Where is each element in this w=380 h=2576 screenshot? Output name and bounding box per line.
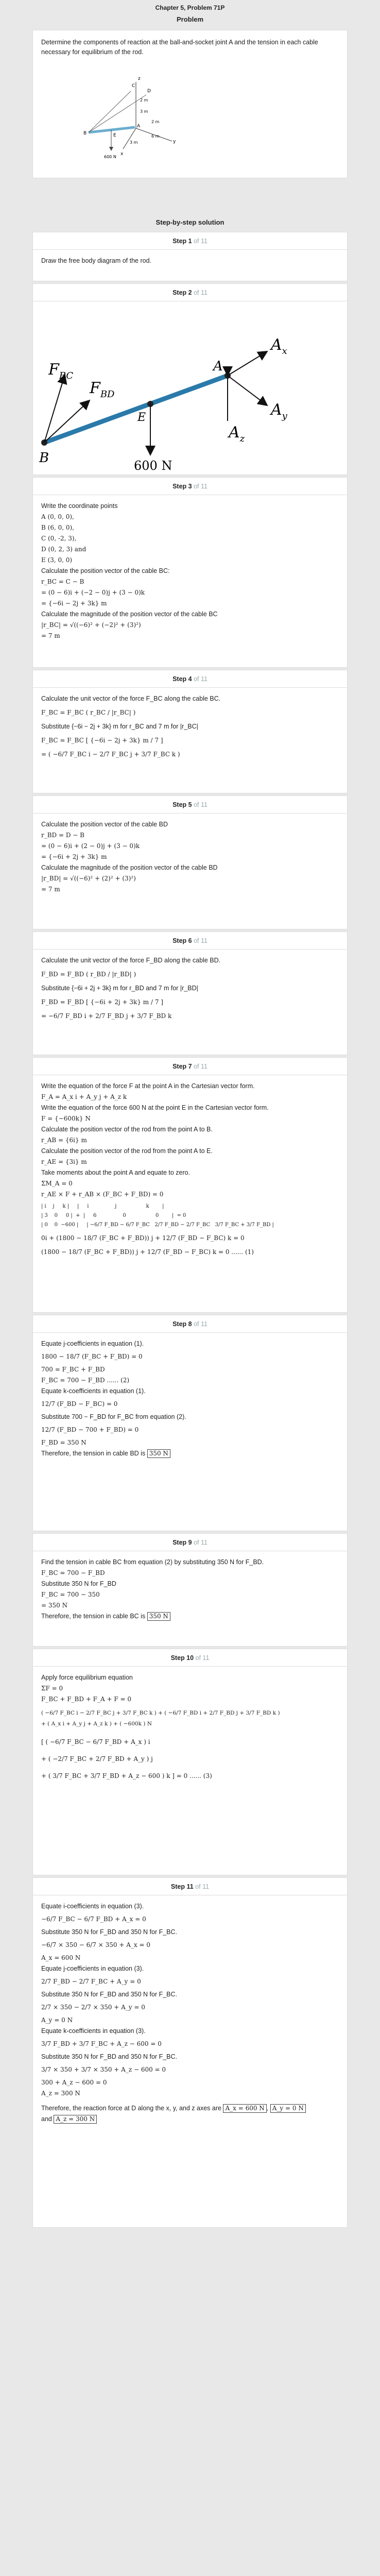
text-line: of 11 <box>195 1883 210 1890</box>
text-line: of 11 <box>195 1654 210 1662</box>
text-line: ΣM_A = 0 <box>41 1180 73 1187</box>
label-b: B <box>39 450 49 466</box>
text-line: Write the equation of the force 600 N at the point E in the Cartesian vector form. <box>41 1104 269 1111</box>
text-line: y <box>282 411 287 421</box>
step-header <box>33 796 347 810</box>
text-line: Step 3 <box>172 483 192 490</box>
text-line: r_AE × F + r_AB × (F_BC + F_BD) = 0 <box>41 1191 164 1198</box>
fig-label-y: y <box>173 139 176 144</box>
text-line: = (0 − 6)i + (2 − 0)j + (3 − 0)k <box>41 842 140 850</box>
text-line: 12/7 (F_BD − 700 + F_BD) = 0 <box>41 1426 139 1433</box>
text-line: Take moments about the point A and equate to zero. <box>41 1169 191 1176</box>
solution-heading: Step-by-step solution <box>156 218 224 226</box>
label-e: E <box>137 411 146 424</box>
text-line: Calculate the position vector of the cable BD <box>41 821 168 828</box>
fig-load: 600 N <box>104 155 116 159</box>
step-header <box>33 232 347 246</box>
text-line: BD <box>100 389 115 400</box>
text-line: = 7 m <box>41 632 60 639</box>
text-line: (1800 − 18/7 (F_BC + F_BD)) j + 12/7 (F_BD − F_BC) k = 0 ...... (1) <box>41 1248 254 1256</box>
text-line: A (0, 0, 0), <box>41 513 74 520</box>
text-line: Step 2 <box>172 289 192 296</box>
text-line: D (0, 2, 3) and <box>41 546 87 553</box>
step-card-4 <box>32 670 348 793</box>
step-card-3 <box>32 477 348 668</box>
text-line: r_BD = D − B <box>41 832 84 839</box>
fig-dim-2: 3 m <box>140 109 148 114</box>
text-line: C (0, -2, 3), <box>41 535 77 542</box>
fig-label-z: z <box>138 76 141 81</box>
label-az <box>227 423 245 444</box>
text-line: z <box>239 433 245 444</box>
text-line: Substitute 350 N for F_BD and 350 N for F_BC. <box>41 1928 178 1936</box>
text-line: A_z = 300 N <box>41 2090 80 2097</box>
text-line: 3/7 F_BD + 3/7 F_BC + A_z − 600 = 0 <box>41 2040 162 2047</box>
text-line: of 11 <box>194 1539 208 1546</box>
chapter-title: Chapter 5, Problem 71P <box>155 4 225 11</box>
text-line: B (6, 0, 0), <box>41 524 74 531</box>
text-line: = 7 m <box>41 886 60 893</box>
text-line: of 11 <box>194 801 208 808</box>
text-line: F <box>48 361 59 379</box>
text-line: + ( −2/7 F_BC + 2/7 F_BD + A_y ) j <box>41 1755 153 1762</box>
text-line: Equate j-coefficients in equation (3). <box>41 1965 144 1972</box>
step-header <box>33 1534 347 1548</box>
text-line: of 11 <box>194 1063 208 1070</box>
text-line: Calculate the position vector of the rod from the point A to E. <box>41 1147 213 1155</box>
step-header <box>33 932 347 946</box>
step-header <box>33 284 347 298</box>
text-line: Step 9 <box>172 1539 192 1546</box>
text-line: Find the tension in cable BC from equation (2) by substituting 350 N for F_BD. <box>41 1558 264 1566</box>
text-line: −6/7 × 350 − 6/7 × 350 + A_x = 0 <box>41 1941 150 1948</box>
text-line: Step 8 <box>172 1320 192 1328</box>
free-body-diagram <box>33 302 348 472</box>
text-line: F_BD = 350 N <box>41 1439 87 1446</box>
fig-label-c: C <box>132 83 135 89</box>
answer-box-bc: 350 N <box>147 1612 170 1621</box>
step-card-1 <box>32 232 348 281</box>
text-line: Step 7 <box>172 1063 192 1070</box>
text-line: Therefore, the tension in cable BC is <box>41 1613 146 1620</box>
fig-label-e: E <box>113 133 116 138</box>
text-line: Calculate the position vector of the cable BC: <box>41 567 170 574</box>
text-line: Equate k-coefficients in equation (1). <box>41 1387 146 1395</box>
text-line: F_BC = F_BC ( r_BC / |r_BC| ) <box>41 709 136 716</box>
text-line: F_BC = 700 − F_BD <box>41 1569 105 1577</box>
text-line: of 11 <box>194 238 208 245</box>
text-line: Therefore, the reaction force at D along the x, y, and z axes are <box>41 2105 221 2112</box>
answer-box-ax: A_x = 600 N <box>223 2104 266 2113</box>
fig-dim-4: 3 m <box>130 140 138 145</box>
text-line: r_AE = {3i} m <box>41 1158 87 1165</box>
text-line: Substitute {−6i − 2j + 3k} m for r_BC and 7 m for |r_BC| <box>41 723 198 730</box>
text-line: BC <box>59 370 74 381</box>
text-line: F <box>90 379 100 397</box>
text-line: Step 10 <box>170 1654 194 1662</box>
label-a: A <box>213 359 223 374</box>
text-line: Calculate the unit vector of the force F_BD along the cable BD. <box>41 957 221 964</box>
label-ax <box>269 336 287 357</box>
text-line: | 0 0 −600 | | −6/7 F_BD − 6/7 F_BC 2/7 F_BD − 2/7 F_BC 3/7 F_BC + 3/7 F_BD | <box>41 1222 274 1228</box>
text-line: |r_BC| = √((−6)² + (−2)² + (3)²) <box>41 621 141 629</box>
text-line: of 11 <box>194 675 208 683</box>
text-line: Equate i-coefficients in equation (3). <box>41 1903 144 1910</box>
text-line: A_y = 0 N <box>41 2016 73 2024</box>
text-line: −6/7 F_BC − 6/7 F_BD + A_x = 0 <box>41 1916 146 1923</box>
fig-label-x: x <box>120 151 124 157</box>
text-line: of 11 <box>194 1320 208 1328</box>
text-line: F_BC = 700 − 350 <box>41 1591 100 1598</box>
text-line: = ( −6/7 F_BC i − 2/7 F_BC j + 3/7 F_BC k ) <box>41 751 180 758</box>
text-line: ΣF = 0 <box>41 1685 63 1692</box>
text-line: F = {−600k} N <box>41 1115 91 1122</box>
text-line: Write the equation of the force F at the point A in the Cartesian vector form. <box>41 1082 255 1090</box>
step-card-8 <box>32 1315 348 1531</box>
text-line: 2/7 × 350 − 2/7 × 350 + A_y = 0 <box>41 2004 145 2011</box>
text-line: = (0 − 6)i + (−2 − 0)j + (3 − 0)k <box>41 589 145 596</box>
fig-label-a: A <box>137 124 141 129</box>
step-header <box>33 1058 347 1072</box>
answer-box-ay: A_y = 0 N <box>270 2104 306 2113</box>
text-line: of 11 <box>194 483 208 490</box>
text-line: 700 = F_BC + F_BD <box>41 1366 105 1373</box>
step-card-6 <box>32 931 348 1055</box>
text-line: F_BC = F_BC [ {−6i − 2j + 3k} m / 7 ] <box>41 737 163 744</box>
text-line: r_BC = C − B <box>41 578 84 585</box>
text-line: F_BD = F_BD [ {−6i + 2j + 3k} m / 7 ] <box>41 998 163 1006</box>
text-line: [ ( −6/7 F_BC − 6/7 F_BD + A_x ) i <box>41 1738 150 1745</box>
text-line: = 350 N <box>41 1602 68 1609</box>
text-line: Substitute 350 N for F_BD and 350 N for F_BC. <box>41 2053 178 2060</box>
answer-box-bd: 350 N <box>147 1449 170 1458</box>
text-line: 12/7 (F_BD − F_BC) = 0 <box>41 1400 118 1408</box>
text-line: Substitute 700 − F_BD for F_BC from equation (2). <box>41 1413 186 1420</box>
text-line: Step 5 <box>172 801 192 808</box>
text-line: r_AB = {6i} m <box>41 1137 87 1144</box>
problem-figure <box>74 72 187 164</box>
fig-label-b: B <box>83 131 87 136</box>
text-line: F_BC = 700 − F_BD ...... (2) <box>41 1377 130 1384</box>
text-line: = {−6i + 2j + 3k} m <box>41 853 107 860</box>
text-line: 300 + A_z − 600 = 0 <box>41 2079 107 2086</box>
text-line: = −6/7 F_BD i + 2/7 F_BD j + 3/7 F_BD k <box>41 1012 172 1020</box>
text-line: Step 4 <box>172 675 192 683</box>
text-line: x <box>282 346 287 357</box>
text-line: |r_BD| = √((−6)² + (2)² + (3)²) <box>41 875 136 882</box>
text-line: Step 6 <box>172 937 192 944</box>
step-header <box>33 478 347 492</box>
step-card-7 <box>32 1057 348 1313</box>
problem-heading: Problem <box>176 15 203 23</box>
step-card-5 <box>32 795 348 929</box>
fig-label-d: D <box>147 89 151 94</box>
label-load: 600 N <box>134 459 172 472</box>
text-line: Substitute 350 N for F_BD <box>41 1580 116 1587</box>
text-line: Step 1 <box>172 238 192 245</box>
text-line: 2/7 F_BD − 2/7 F_BC + A_y = 0 <box>41 1978 141 1985</box>
label-ay <box>269 401 288 421</box>
step-header <box>33 670 347 684</box>
text-line: 0i + (1800 − 18/7 (F_BC + F_BD)) j + 12/7 (F_BD − F_BC) k = 0 <box>41 1234 245 1242</box>
text-line: E (3, 0, 0) <box>41 556 73 564</box>
text-line: Calculate the magnitude of the position vector of the cable BC <box>41 611 218 618</box>
text-line: | i j k | | i j k | <box>41 1204 164 1209</box>
step-card-9 <box>32 1533 348 1647</box>
fig-dim-1: 2 m <box>140 98 148 103</box>
step-header <box>33 1315 347 1329</box>
text-line: Apply force equilibrium equation <box>41 1674 133 1681</box>
label-fbd <box>89 379 115 400</box>
text-line: of 11 <box>194 289 208 296</box>
text-line: Substitute 350 N for F_BD and 350 N for F_BC. <box>41 1991 178 1998</box>
problem-statement: Determine the components of reaction at the ball-and-socket joint A and the tension in each cable necessary for equilibrium of the rod. <box>41 39 318 56</box>
text-line: + ( 3/7 F_BC + 3/7 F_BD + A_z − 600 ) k ] = 0 ...... (3) <box>41 1772 212 1780</box>
text-line: F_BD = F_BD ( r_BD / |r_BD| ) <box>41 971 136 978</box>
text-line: Calculate the magnitude of the position vector of the cable BD <box>41 864 218 871</box>
text-line: Calculate the unit vector of the force F_BC along the cable BC. <box>41 695 221 702</box>
text-line: F_A = A_x i + A_y j + A_z k <box>41 1093 127 1100</box>
text-line: | 3 0 0 | + | 6 0 0 | = 0 <box>41 1213 186 1218</box>
step-card-2 <box>32 283 348 475</box>
text-line: Calculate the position vector of the rod from the point A to B. <box>41 1126 213 1133</box>
label-fbc <box>48 361 73 381</box>
fig-dim-5: 2 m <box>151 120 160 124</box>
text-line: Therefore, the tension in cable BD is <box>41 1450 146 1457</box>
text-line: Equate j-coefficients in equation (1). <box>41 1340 144 1347</box>
step-text: Draw the free body diagram of the rod. <box>41 257 152 264</box>
text-line: A <box>229 423 240 442</box>
text-line: Substitute {−6i + 2j + 3k} m for r_BD and 7 m for |r_BD| <box>41 985 198 992</box>
text-line: and <box>41 2115 52 2123</box>
step-header <box>33 1649 347 1663</box>
step-card-10 <box>32 1649 348 1875</box>
text-line: + ( A_x i + A_y j + A_z k ) + ( −600k ) N <box>41 1721 152 1727</box>
text-line: ( −6/7 F_BC i − 2/7 F_BC j + 3/7 F_BC k ) + ( −6/7 F_BD i + 2/7 F_BD j + 3/7 F_BD k ) <box>41 1710 280 1716</box>
text-line: Write the coordinate points <box>41 502 118 510</box>
text-line: 1800 − 18/7 (F_BC + F_BD) = 0 <box>41 1353 143 1360</box>
step-header <box>33 1878 347 1892</box>
text-line: F_BC + F_BD + F_A + F = 0 <box>41 1696 132 1703</box>
fig-dim-3: 6 m <box>151 134 160 139</box>
problem-card <box>32 30 348 178</box>
text-line: Equate k-coefficients in equation (3). <box>41 2027 146 2035</box>
text-line: Step 11 <box>170 1883 194 1890</box>
text-line: A_x = 600 N <box>41 1954 81 1961</box>
text-line: 3/7 × 350 + 3/7 × 350 + A_z − 600 = 0 <box>41 2066 166 2073</box>
step-card-11: Step 11 of 11 Equate i-coefficients in equation (3). −6/7 F_BC − 6/7 F_BD + A_x = 0 Substitute 350 N for F_BD and 350 N for F_BC. −6/7 × 350 − 6/7 × 350 + A_x = 0 A_x = 600 N Equate j-coefficients in equation (3). 2/7 F_BD − 2/7 F_BC + A_y = 0 Substitute 350 N for F_BD and 350 N for F_BC. 2/7 × 350 − 2/7 × 350 + A_y = 0 A_y = 0 N Equate k-coefficients in equation (3). 3/7 F_BD + 3/7 F_BC + A_z − 600 = 0 Substitute 350 N for F_BD and 350 N for F_BC. 3/7 × 350 + 3/7 × 350 + A_z − 600 = 0 300 + A_z − 600 = 0 A_z = 300 N Therefore, the reaction force at D along the x, y, and z axes are A_x = 600 N , A_y = 0 N and A_z = 300 N <box>32 1877 348 2228</box>
text-line: of 11 <box>194 937 208 944</box>
text-line: A <box>271 336 282 354</box>
text-line: A <box>271 401 282 419</box>
answer-box-az: A_z = 300 N <box>54 2115 97 2124</box>
text-line: = {−6i − 2j + 3k} m <box>41 600 107 607</box>
